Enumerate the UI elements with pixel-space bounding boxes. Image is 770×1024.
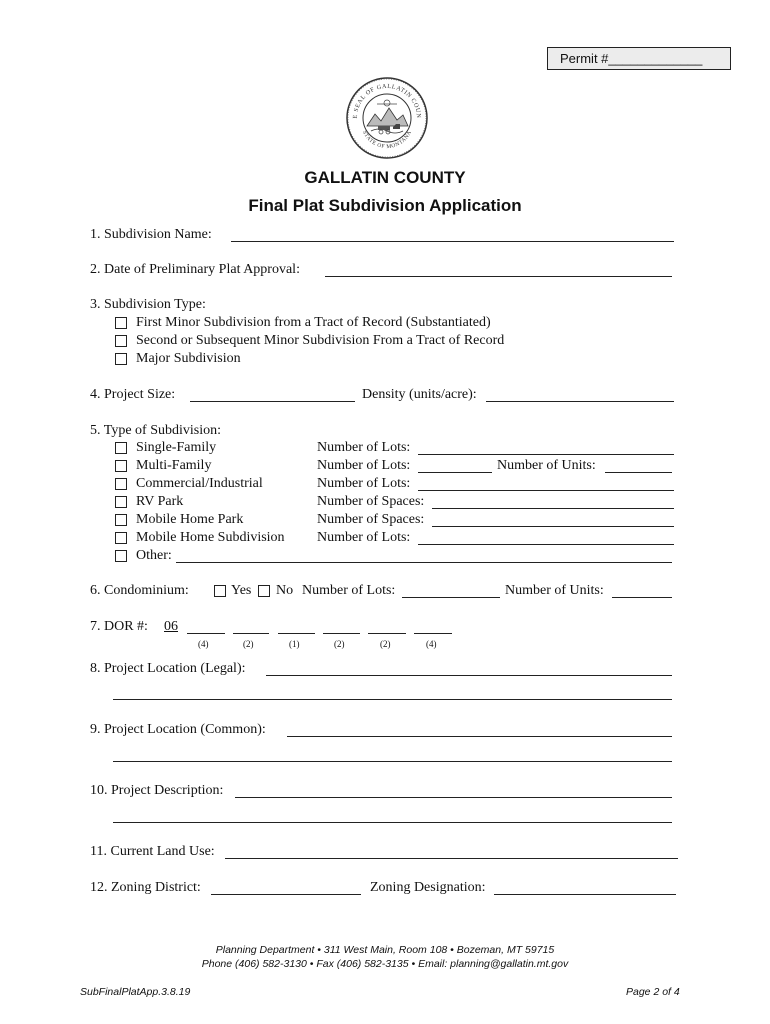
q3-label: 3. Subdivision Type: [90, 297, 206, 312]
condominium-lots-field[interactable] [402, 597, 500, 598]
dor-segment-1[interactable] [187, 633, 225, 634]
single-family-lots-field[interactable] [418, 454, 674, 455]
form-title: Final Plat Subdivision Application [248, 196, 522, 215]
single-family-label: Single-Family [136, 440, 217, 455]
q11-label: 11. Current Land Use: [90, 844, 215, 859]
multi-family-units-label: Number of Units: [497, 458, 596, 473]
density-label: Density (units/acre): [362, 387, 477, 402]
other-field[interactable] [176, 562, 672, 563]
subsequent-minor-label: Second or Subsequent Minor Subdivision From a Tract of Record [136, 333, 505, 348]
dor-hint-6: (4) [426, 639, 437, 649]
zoning-designation-field[interactable] [494, 894, 676, 895]
q4-label: 4. Project Size: [90, 387, 176, 402]
condominium-yes-checkbox[interactable] [214, 585, 226, 597]
major-subdivision-checkbox[interactable] [115, 353, 127, 365]
dor-hint-2: (2) [243, 639, 254, 649]
q2-label: 2. Date of Preliminary Plat Approval: [90, 262, 300, 277]
first-minor-label: First Minor Subdivision from a Tract of Record (Substantiated) [136, 315, 491, 330]
rv-park-spaces-field[interactable] [432, 508, 674, 509]
dor-hint-1: (4) [198, 639, 209, 649]
mobile-home-park-spaces-label: Number of Spaces: [317, 512, 425, 527]
project-description-field[interactable] [235, 797, 672, 798]
rv-park-spaces-label: Number of Spaces: [317, 494, 425, 509]
mobile-home-subdivision-lots-field[interactable] [418, 544, 674, 545]
multi-family-label: Multi-Family [136, 458, 212, 473]
dor-segment-2[interactable] [233, 633, 269, 634]
county-title: GALLATIN COUNTY [304, 168, 466, 187]
dor-prefix: 06 [164, 619, 178, 634]
legal-location-field-line2[interactable] [113, 699, 672, 700]
condominium-no-checkbox[interactable] [258, 585, 270, 597]
dor-segment-4[interactable] [323, 633, 360, 634]
seal-bottom-text: STATE OF MONTANA [360, 129, 414, 151]
dor-segment-6[interactable] [414, 633, 452, 634]
mobile-home-subdivision-label: Mobile Home Subdivision [136, 530, 285, 545]
q9-label: 9. Project Location (Common): [90, 722, 266, 737]
q5-label: 5. Type of Subdivision: [90, 423, 221, 438]
condominium-yes-label: Yes [231, 583, 252, 598]
other-label: Other: [136, 548, 172, 563]
q1-label: 1. Subdivision Name: [90, 227, 212, 242]
condominium-no-label: No [276, 583, 294, 598]
footer-contact: Phone (406) 582-3130 • Fax (406) 582-3135 • Email: planning@gallatin.mt.gov [201, 958, 569, 970]
dor-hint-3: (1) [289, 639, 300, 649]
multi-family-lots-field[interactable] [418, 472, 492, 473]
current-land-use-field[interactable] [225, 858, 678, 859]
other-checkbox[interactable] [115, 550, 127, 562]
condominium-units-label: Number of Units: [505, 583, 604, 598]
q7-label: 7. DOR #: [90, 619, 148, 634]
footer-address: Planning Department • 311 West Main, Room 108 • Bozeman, MT 59715 [215, 944, 555, 956]
density-field[interactable] [486, 401, 674, 402]
dor-segment-5[interactable] [368, 633, 406, 634]
zoning-district-field[interactable] [211, 894, 361, 895]
permit-number-field[interactable]: Permit #_____________ [547, 47, 731, 70]
zoning-designation-label: Zoning Designation: [370, 880, 486, 895]
mobile-home-park-label: Mobile Home Park [136, 512, 244, 527]
page-number: Page 2 of 4 [626, 986, 680, 998]
rv-park-checkbox[interactable] [115, 496, 127, 508]
q10-label: 10. Project Description: [90, 783, 224, 798]
first-minor-checkbox[interactable] [115, 317, 127, 329]
q6-label: 6. Condominium: [90, 583, 189, 598]
condominium-units-field[interactable] [612, 597, 672, 598]
rv-park-label: RV Park [136, 494, 184, 509]
preliminary-approval-date-field[interactable] [325, 276, 672, 277]
seal-outer-text: E SEAL OF GALLATIN COUN [351, 82, 423, 119]
legal-location-field[interactable] [266, 675, 672, 676]
project-size-field[interactable] [190, 401, 355, 402]
single-family-lots-label: Number of Lots: [317, 440, 411, 455]
mobile-home-park-spaces-field[interactable] [432, 526, 674, 527]
commercial-lots-field[interactable] [418, 490, 674, 491]
subsequent-minor-checkbox[interactable] [115, 335, 127, 347]
dor-segment-3[interactable] [278, 633, 315, 634]
mobile-home-subdivision-lots-label: Number of Lots: [317, 530, 411, 545]
common-location-field[interactable] [287, 736, 672, 737]
condominium-lots-label: Number of Lots: [302, 583, 396, 598]
common-location-field-line2[interactable] [113, 761, 672, 762]
commercial-checkbox[interactable] [115, 478, 127, 490]
form-id: SubFinalPlatApp.3.8.19 [80, 986, 191, 998]
multi-family-checkbox[interactable] [115, 460, 127, 472]
q12-label: 12. Zoning District: [90, 880, 201, 895]
commercial-lots-label: Number of Lots: [317, 476, 411, 491]
dor-hint-4: (2) [334, 639, 345, 649]
project-description-field-line2[interactable] [113, 822, 672, 823]
single-family-checkbox[interactable] [115, 442, 127, 454]
multi-family-lots-label: Number of Lots: [317, 458, 411, 473]
dor-hint-5: (2) [380, 639, 391, 649]
q8-label: 8. Project Location (Legal): [90, 661, 246, 676]
major-subdivision-label: Major Subdivision [136, 351, 241, 366]
mobile-home-subdivision-checkbox[interactable] [115, 532, 127, 544]
commercial-label: Commercial/Industrial [136, 476, 263, 491]
multi-family-units-field[interactable] [605, 472, 672, 473]
subdivision-name-field[interactable] [231, 241, 674, 242]
county-seal [345, 76, 429, 160]
mobile-home-park-checkbox[interactable] [115, 514, 127, 526]
